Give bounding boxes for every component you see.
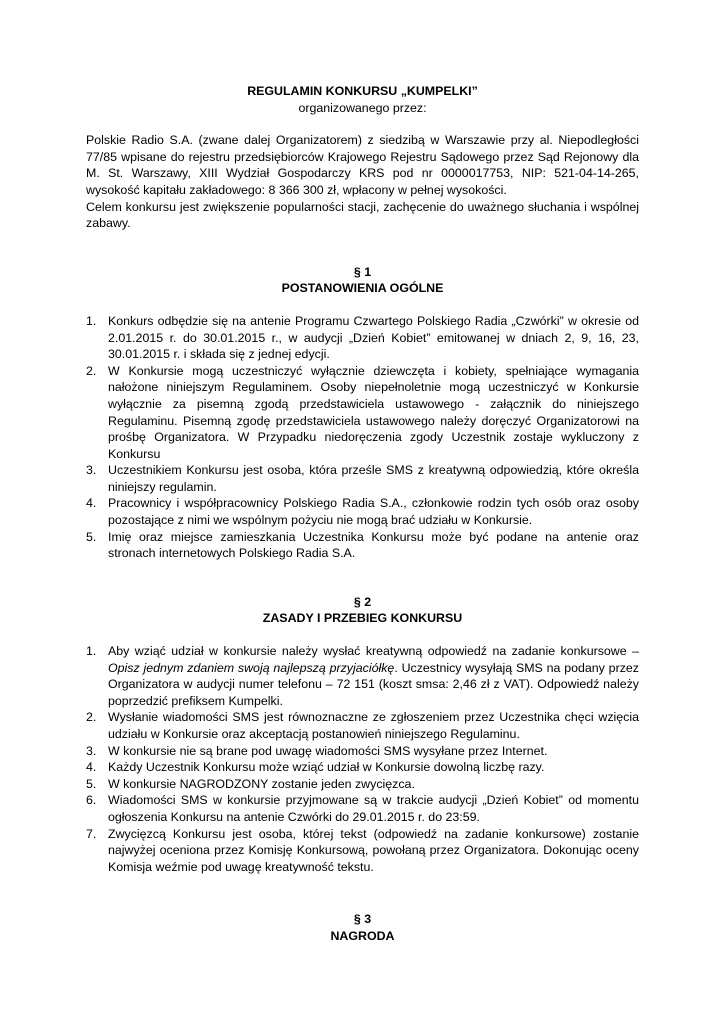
document-subtitle: organizowanego przez: [298,100,427,115]
list-item-number: 3. [86,743,97,758]
list-item-number: 1. [86,644,97,659]
section-1-number: § 1 [353,264,372,279]
list-item [86,643,639,709]
list-item-number: 2. [86,710,97,725]
list-item [86,743,639,760]
section-1-heading: POSTANOWIENIA OGÓLNE [281,281,444,296]
list-item-text: Konkurs odbędzie się na antenie Programu Czwartego Polskiego Radia „Czwórki” w okresie od 2.01.2015 r. do 30.01.2015 r., w audycji „Dzień Kobiet” emitowanej w dniach 2, 9, 16, 23, 30.01.2015 r. i składa się z jednej edycji. [108,313,639,362]
list-item [86,313,639,363]
list-item-text: W konkursie NAGRODZONY zostanie jeden zwycięzca. [108,776,415,791]
list-item-text: Wysłanie wiadomości SMS jest równoznaczne ze zgłoszeniem przez Uczestnika chęci wzięcia udziału w Konkursie oraz akceptacją postanowień niniejszego Regulaminu. [108,710,639,741]
list-item [86,759,639,776]
list-item-text: Zwycięzcą Konkursu jest osoba, której tekst (odpowiedź na zadanie konkursowe) zostanie najwyżej oceniona przez Komisję Konkursową, powołaną przez Organizatora. Dokonując oceny Komisja weźmie pod uwagę kreatywność tekstu. [108,826,639,874]
list-item-number: 3. [86,463,97,478]
section-3-heading: NAGRODA [330,928,395,943]
list-item-number: 1. [86,313,97,328]
list-item [86,495,639,528]
list-item-text: Pracownicy i współpracownicy Polskiego Radia S.A., członkowie rodzin tych osób oraz osoby pozostające z nimi we wspólnym pożyciu nie mogą brać udziału w Konkursie. [108,496,639,528]
list-item [86,529,639,562]
list-item-number: 4. [86,760,97,775]
list-item [86,462,639,495]
intro-purpose-paragraph: Celem konkursu jest zwiększenie popularności stacji, zachęcenie do uważnego słuchania i wspólnej zabawy. [86,199,639,231]
list-item-text: Imię oraz miejsce zamieszkania Uczestnika Konkursu może być podane na antenie oraz stronach internetowych Polskiego Radia S.A. [108,529,639,561]
list-item-number: 2. [86,363,97,378]
list-item-number: 5. [86,529,97,544]
document-page [86,83,639,961]
section-2-heading: ZASADY I PRZEBIEG KONKURSU [262,611,463,626]
list-item-text: Uczestnikiem Konkursu jest osoba, która prześle SMS z kreatywną odpowiedzią, które określa niniejszy regulamin. [108,463,639,494]
section-1-list [86,313,639,562]
section-2-list [86,643,639,875]
list-item [86,826,639,876]
list-item-number: 5. [86,776,97,791]
list-item-text: W konkursie nie są brane pod uwagę wiadomości SMS wysyłane przez Internet. [108,743,548,758]
list-item-text: Każdy Uczestnik Konkursu może wziąć udział w Konkursie dowolną liczbę razy. [108,760,545,775]
intro-paragraph: Polskie Radio S.A. (zwane dalej Organizatorem) z siedzibą w Warszawie przy al. Niepodległości 77/85 wpisane do rejestru przedsiębiorców Krajowego Rejestru Sądowego przez Sąd Rejonowy dla M. St. Warszawy, XIII Wydział Gospodarczy KRS pod nr 0000017753, NIP: 521-04-14-265, wysokość kapitału zakładowego: 8 366 300 zł, wpłacony w pełnej wysokości. [86,133,639,197]
list-item [86,709,639,742]
document-title: REGULAMIN KONKURSU „KUMPELKI” [247,84,478,98]
list-item-text: W Konkursie mogą uczestniczyć wyłącznie dziewczęta i kobiety, spełniające wymagania nałożone niniejszym Regulaminem. Osoby niepełnoletnie mogą uczestniczyć w Konkursie wyłącznie za pisemną zgodą przedstawiciela ustawowego - załącznik do niniejszego Regulaminu. Pisemną zgodę przedstawiciela ustawowego należy doręczyć Organizatorowi na prośbę Organizatora. W Przypadku niedoręczenia zgody Uczestnik zostaje wykluczony z Konkursu [108,363,639,461]
list-item [86,363,639,463]
list-item [86,792,639,825]
section-3-number: § 3 [353,912,372,927]
list-item-text: . Uczestnicy wysyłają SMS na podany przez Organizatora w audycji numer telefonu – 72 151 (koszt smsa: 2,46 zł z VAT). Odpowiedź należy poprzedzić prefiksem Kumpelki. [108,660,639,708]
section-2-number: § 2 [353,594,372,609]
list-item-number: 4. [86,496,97,511]
list-item-text: Aby wziąć udział w konkursie należy wysłać kreatywną odpowiedź na zadanie konkursowe – [108,644,639,659]
list-item [86,776,639,793]
list-item-number: 7. [86,826,97,841]
list-item-number: 6. [86,793,97,808]
contest-task-italic: Opisz jednym zdaniem swoją najlepszą przyjaciółkę [108,660,395,675]
list-item-text: Wiadomości SMS w konkursie przyjmowane są w trakcie audycji „Dzień Kobiet” od momentu ogłoszenia Konkursu na antenie Czwórki do 29.01.2015 r. do 23:59. [108,793,639,824]
